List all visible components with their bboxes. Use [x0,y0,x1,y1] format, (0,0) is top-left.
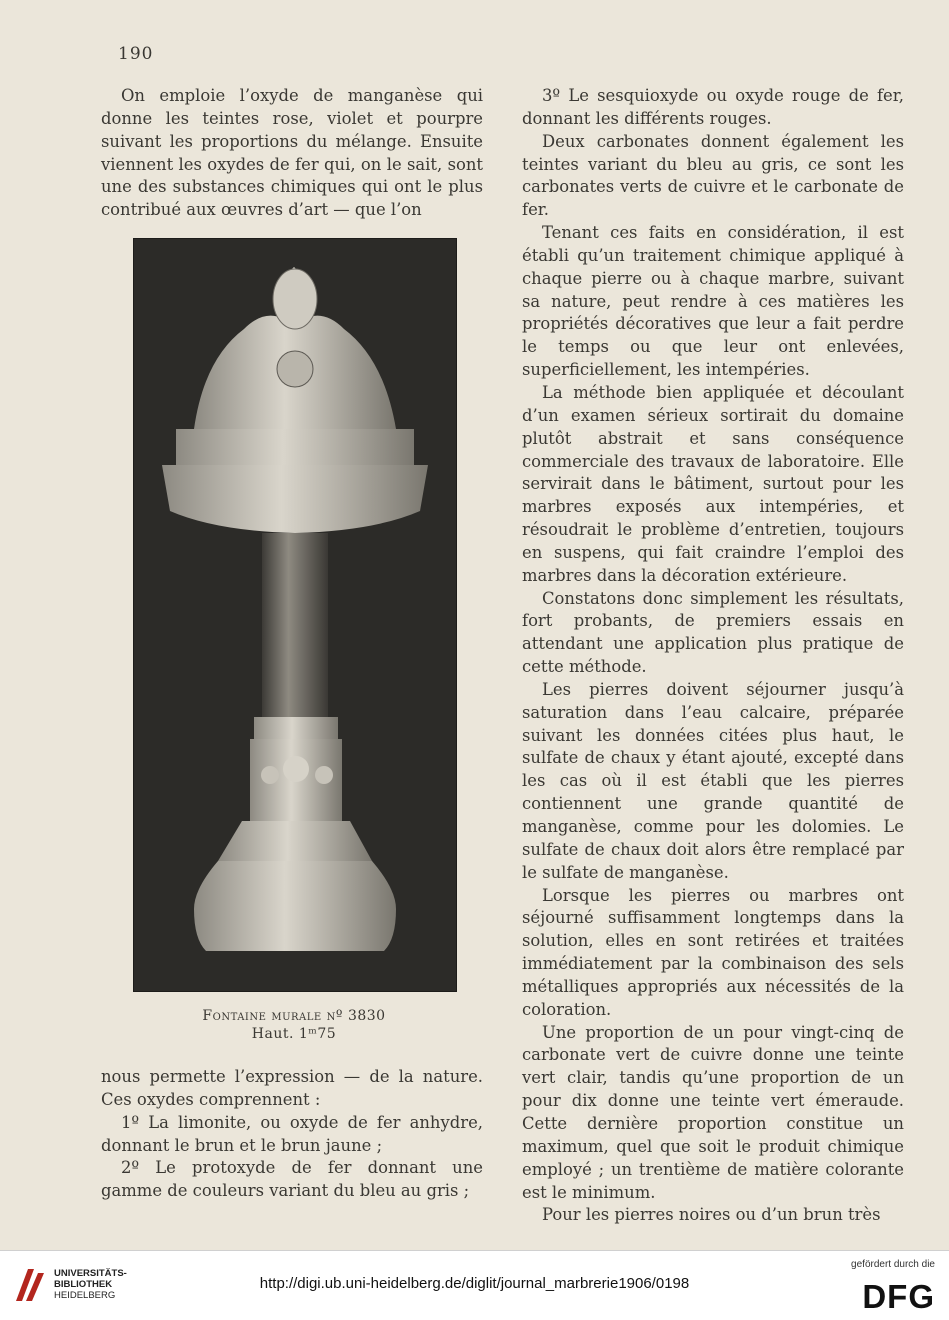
right-column [522,85,904,1227]
page-url[interactable]: http://digi.ub.uni-heidelberg.de/diglit/journal_marbrerie1906/0198 [259,1275,690,1292]
paragraph: Lorsque les pierres ou marbres ont séjourné suffisamment longtemps dans la solution, elles en sont retirées et traitées immédiatement par la combinaison des sels métalliques appropriés aux nécessités de la coloration. [522,885,904,1019]
left-column-bottom [101,1066,483,1203]
paragraph: La méthode bien appliquée et découlant d’un examen sérieux sortirait du domaine plutôt abstrait et sans conséquence commerciale des travaux de laboratoire. Elle servirait dans le bâtiment, surtout pour les marbres exposés aux intempéries, et résoudrait le problème d’entretien, toujours en suspens, qui fait craindre l’emploi des marbres dans la décoration extérieure. [522,382,904,585]
viewer-footer [0,1250,949,1320]
paragraph: Deux carbonates donnent également les teintes variant du bleu au gris, ce sont les carbonates verts de cuivre et le carbonate de fer. [522,131,904,220]
library-name-line: BIBLIOTHEK [54,1279,113,1290]
library-name-line: UNIVERSITÄTS- [54,1268,127,1279]
paragraph: 1º La limonite, ou oxyde de fer anhydre, donnant le brun et le brun jaune ; [101,1112,483,1155]
fountain-illustration [134,239,456,991]
paragraph: Constatons donc simplement les résultats, fort probants, de premiers essais en attendant une application plus pratique de cette méthode. [522,588,904,677]
fountain-photograph [133,238,457,992]
paragraph: 2º Le protoxyde de fer donnant une gamme de couleurs variant du bleu au gris ; [101,1158,483,1201]
funded-by-label: gefördert durch die [851,1259,935,1270]
paragraph: nous permette l’expression — de la nature. Ces oxydes comprennent : [101,1067,483,1109]
figure-caption-title: Fontaine murale nº 3830 [202,1008,386,1024]
dfg-logo[interactable]: DFG [862,1278,935,1315]
paragraph: On emploie l’oxyde de manganèse qui donne les teintes rose, violet et pourpre suivant les proportions du mélange. Ensuite viennent les oxydes de fer qui, on le sait, sont une des substances chimiques qui ont le plus contribué aux œuvres d’art — que l’on [101,86,483,220]
paragraph: Les pierres doivent séjourner jusqu’à saturation dans l’eau calcaire, préparée suivant les données citées plus haut, le sulfate de chaux y étant ajouté, excepté dans les cas où il est établi que les pierres contiennent une grande quantité de manganèse, comme pour les dolomies. Le sulfate de chaux doit alors être remplacé par le sulfate de manganèse. [522,679,904,882]
paragraph: Tenant ces faits en considération, il est établi qu’un traitement chimique appliqué à chaque pierre ou à chaque marbre, suivant sa nature, peut rendre à ces matières les propriétés décoratives que leur a fait perdre le temps ou que leur ont enlevées, superficiellement, les intempéries. [522,223,904,380]
paragraph: 3º Le sesquioxyde ou oxyde rouge de fer, donnant les différents rouges. [522,86,904,128]
figure-caption-height: Haut. 1ᵐ75 [251,1026,337,1042]
paragraph: Pour les pierres noires ou d’un brun très [542,1205,881,1225]
page-number: 190 [118,44,154,64]
left-column-top [101,85,483,222]
paragraph: Une proportion de un pour vingt-cinq de carbonate vert de cuivre donne une teinte vert clair, tandis qu’une proportion de un pour dix donne une teinte vert émeraude. Cette dernière proportion constitue un maximum, quel que soit le produit chimique employé ; un trentième de matière colorante est le minimum. [522,1022,904,1202]
library-name-line: HEIDELBERG [54,1290,116,1301]
